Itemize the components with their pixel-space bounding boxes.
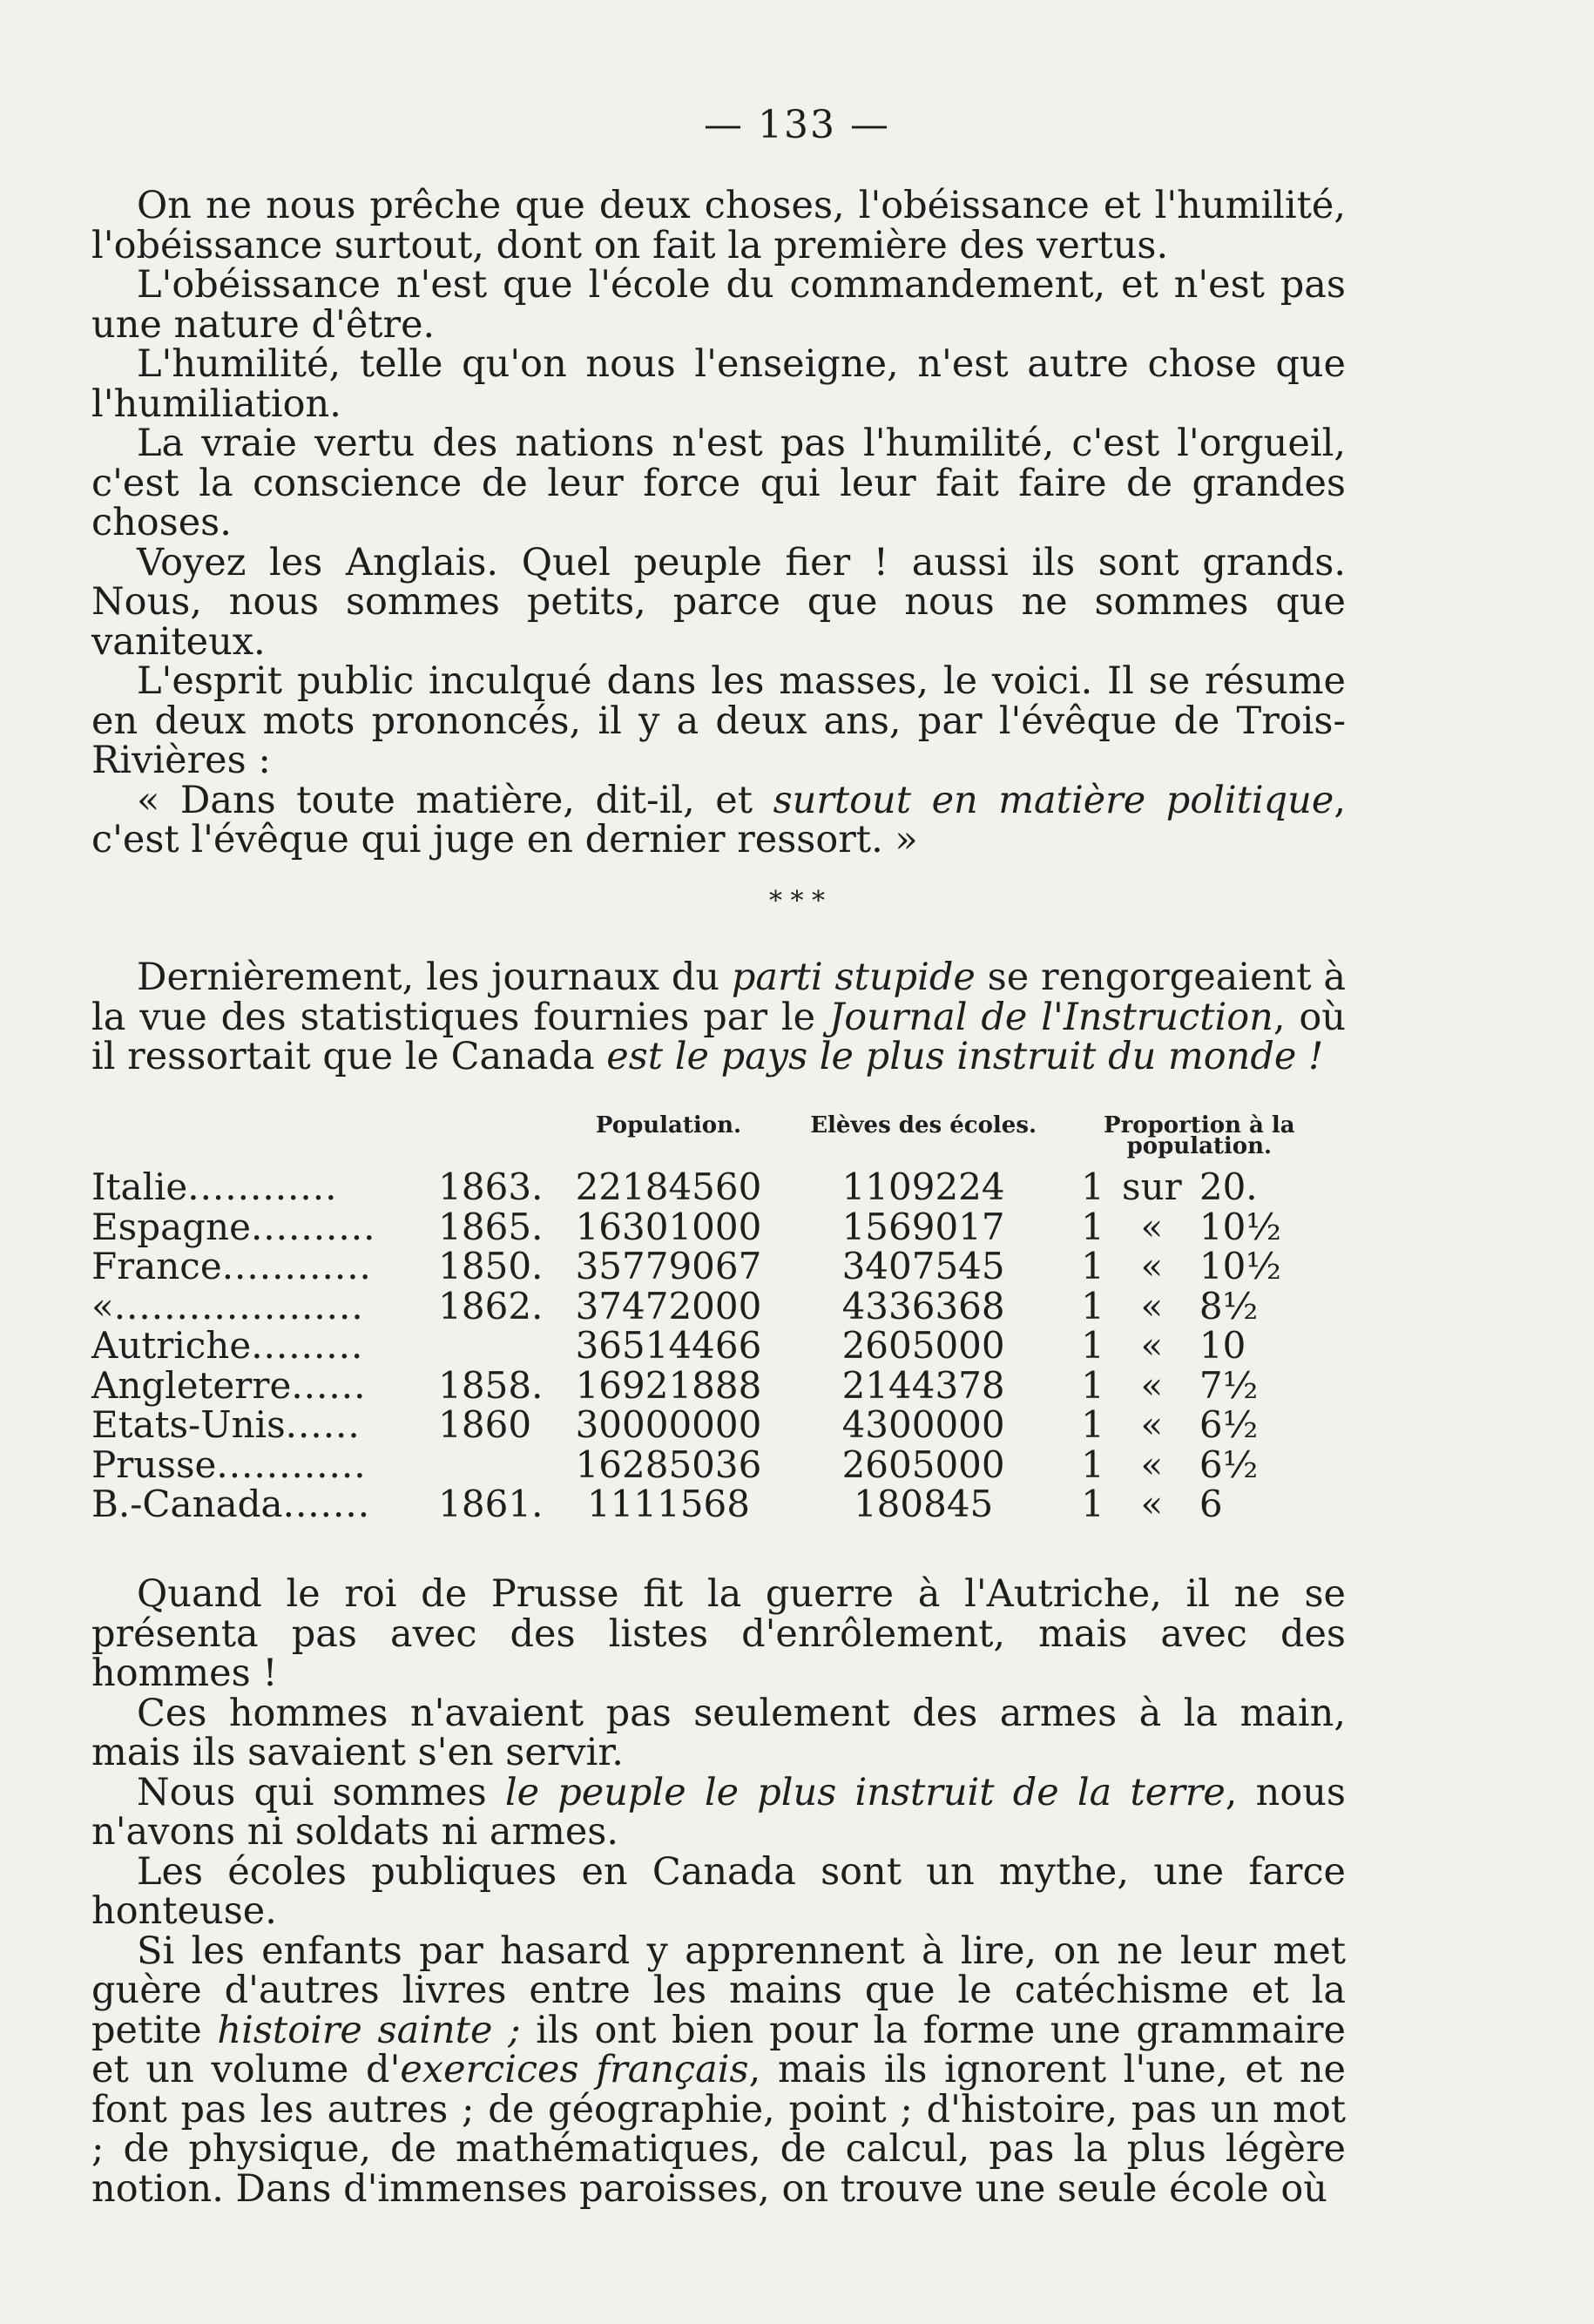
ratio-one-cell: 1 bbox=[1081, 1483, 1104, 1525]
paragraph: Les écoles publiques en Canada sont un mythe, une farce honteuse. bbox=[91, 1849, 1346, 1933]
italic-text: le peuple le plus instruit de la terre bbox=[504, 1770, 1226, 1814]
ratio-one-cell: 1 bbox=[1081, 1165, 1104, 1208]
population-cell: 16301000 bbox=[575, 1205, 762, 1248]
table-row bbox=[91, 1287, 1346, 1327]
text: , mais ils ignorent l'une, et ne font pas les autres ; de géographie, point ; d'histoire, pas un mot ; de physique, de mathématiques, de calcul, pas la plus légère notion. Dans d'immenses paroisses, on trouve une seule école où bbox=[91, 2048, 1346, 2211]
year-cell: 1863. bbox=[438, 1165, 544, 1208]
paragraph bbox=[91, 1770, 1346, 1854]
ratio-sep-cell: « bbox=[1140, 1483, 1164, 1525]
ratio-one-cell: 1 bbox=[1081, 1205, 1104, 1248]
paragraph: La vraie vertu des nations n'est pas l'humilité, c'est l'orgueil, c'est la conscience de leur force qui leur fait faire de grandes choses. bbox=[91, 422, 1346, 544]
ratio-value-cell: 10½ bbox=[1199, 1245, 1281, 1287]
statistics-table bbox=[91, 1112, 1346, 1525]
eleves-cell: 1109224 bbox=[841, 1165, 1005, 1208]
leader-dots: ............ bbox=[221, 1245, 372, 1287]
year-cell: 1861. bbox=[438, 1483, 544, 1525]
ratio-sep-cell: « bbox=[1140, 1442, 1164, 1486]
year-cell bbox=[438, 1326, 543, 1366]
table-row bbox=[91, 1405, 1346, 1445]
ratio-value-cell: 6½ bbox=[1199, 1442, 1259, 1486]
ratio-one-cell: 1 bbox=[1081, 1363, 1104, 1407]
header-eleves: Elèves des écoles. bbox=[810, 1112, 1037, 1138]
ratio-value-cell: 10½ bbox=[1199, 1205, 1281, 1248]
ratio-value-cell: 6½ bbox=[1199, 1403, 1259, 1446]
header-population: Population. bbox=[595, 1112, 742, 1138]
country-cell: Italie............ bbox=[91, 1165, 338, 1208]
eleves-cell: 180845 bbox=[853, 1483, 994, 1525]
table-row bbox=[91, 1366, 1346, 1406]
italic-text: est le pays le plus instruit du monde ! bbox=[606, 1035, 1324, 1078]
quote-italic: surtout en matière politique bbox=[773, 778, 1334, 822]
table-row bbox=[91, 1484, 1346, 1524]
country-cell: Prusse............ bbox=[91, 1442, 367, 1486]
country-cell: Angleterre...... bbox=[91, 1363, 367, 1407]
ratio-one-cell: 1 bbox=[1081, 1284, 1104, 1328]
year-cell: 1862. bbox=[438, 1284, 544, 1328]
italic-text: exercices français bbox=[400, 2048, 749, 2091]
country-cell: B.-Canada....... bbox=[91, 1483, 371, 1525]
population-cell: 30000000 bbox=[575, 1403, 762, 1446]
eleves-cell: 4336368 bbox=[841, 1284, 1005, 1328]
leader-dots: ....... bbox=[282, 1483, 371, 1525]
leader-dots: ...... bbox=[285, 1403, 361, 1446]
ratio-value-cell: 10 bbox=[1199, 1324, 1246, 1367]
country-cell: Etats-Unis...... bbox=[91, 1403, 361, 1446]
ratio-value-cell: 20. bbox=[1199, 1165, 1258, 1208]
text: , nous n'avons ni soldats ni armes. bbox=[91, 1770, 1346, 1854]
table-row bbox=[91, 1246, 1346, 1287]
italic-text: Journal de l'Instruction bbox=[829, 995, 1273, 1039]
ratio-one-cell: 1 bbox=[1081, 1324, 1104, 1367]
ratio-one-cell: 1 bbox=[1081, 1442, 1104, 1486]
population-cell: 16921888 bbox=[575, 1363, 762, 1407]
eleves-cell: 3407545 bbox=[841, 1245, 1005, 1287]
country-cell: Autriche......... bbox=[91, 1324, 364, 1367]
text: Nous qui sommes bbox=[137, 1770, 505, 1814]
population-cell: 36514466 bbox=[575, 1324, 762, 1367]
table-row bbox=[91, 1207, 1346, 1247]
population-cell: 1111568 bbox=[586, 1483, 750, 1525]
page-number: — 133 — bbox=[704, 103, 890, 147]
ratio-value-cell: 8½ bbox=[1199, 1284, 1259, 1328]
ratio-sep-cell: « bbox=[1140, 1205, 1164, 1248]
text: se rengorgeaient à la vue des statistiques fournies par le bbox=[91, 956, 1346, 1039]
leader-dots: ......... bbox=[251, 1324, 364, 1367]
table-row bbox=[91, 1326, 1346, 1366]
ratio-value-cell: 7½ bbox=[1199, 1363, 1259, 1407]
leader-dots: .......... bbox=[250, 1205, 376, 1248]
header-blank bbox=[91, 1115, 543, 1167]
paragraph: Quand le roi de Prusse fit la guerre à l'Autriche, il ne se présenta pas avec des listes d'enrôlement, mais avec des hommes ! bbox=[91, 1572, 1346, 1695]
paragraph: On ne nous prêche que deux choses, l'obéissance et l'humilité, l'obéissance surtout, dont on fait la première des vertus. bbox=[91, 184, 1346, 267]
quote-paragraph bbox=[91, 778, 1346, 861]
text: Si les enfants par hasard y apprennent à lire, on ne leur met guère d'autres livres entre les mains que le catéchisme et la petite bbox=[91, 1929, 1346, 2052]
population-cell: 22184560 bbox=[575, 1165, 762, 1208]
intro-paragraph bbox=[91, 958, 1346, 1078]
italic-text: parti stupide bbox=[731, 956, 976, 999]
table-body bbox=[91, 1167, 1346, 1524]
ratio-sep-cell: sur bbox=[1122, 1165, 1182, 1208]
paragraph: Voyez les Anglais. Quel peuple fier ! aussi ils sont grands. Nous, nous sommes petits, parce que nous ne sommes que vaniteux. bbox=[91, 540, 1346, 664]
paragraph: Ces hommes n'avaient pas seulement des armes à la main, mais ils savaient s'en servir. bbox=[91, 1691, 1346, 1774]
paragraph bbox=[91, 1929, 1347, 2211]
population-cell: 35779067 bbox=[575, 1245, 762, 1287]
eleves-cell: 2605000 bbox=[841, 1442, 1005, 1486]
country-cell: France............ bbox=[91, 1245, 372, 1287]
leader-dots: .................... bbox=[113, 1284, 364, 1328]
leader-dots: ...... bbox=[291, 1363, 367, 1407]
ratio-sep-cell: « bbox=[1140, 1363, 1164, 1407]
quote-text: , c'est l'évêque qui juge en dernier ressort. » bbox=[91, 778, 1346, 861]
text: , où il ressortait que le Canada bbox=[91, 995, 1346, 1078]
country-cell: «.................... bbox=[91, 1284, 364, 1328]
leader-dots: ............ bbox=[187, 1165, 338, 1208]
top-text-block bbox=[91, 186, 1346, 861]
population-cell: 37472000 bbox=[575, 1284, 762, 1328]
year-cell: 1860 bbox=[438, 1403, 532, 1446]
eleves-cell: 4300000 bbox=[841, 1403, 1005, 1446]
header-proportion: Proportion à la population. bbox=[1104, 1112, 1295, 1159]
intro-block bbox=[91, 958, 1346, 1078]
eleves-cell: 1569017 bbox=[841, 1205, 1005, 1248]
ratio-value-cell: 6 bbox=[1199, 1483, 1223, 1525]
ratio-sep-cell: « bbox=[1140, 1403, 1164, 1446]
ratio-sep-cell: « bbox=[1140, 1324, 1164, 1367]
paragraph: L'esprit public inculqué dans les masses, le voici. Il se résume en deux mots prononcés, il y a deux ans, par l'évêque de Trois-Rivières : bbox=[91, 659, 1346, 782]
year-cell bbox=[438, 1445, 543, 1485]
country-cell: Espagne.......... bbox=[91, 1205, 376, 1248]
section-separator: * * * bbox=[768, 886, 826, 916]
italic-text: histoire sainte ; bbox=[217, 2008, 521, 2052]
population-cell: 16285036 bbox=[575, 1442, 762, 1486]
ratio-sep-cell: « bbox=[1140, 1284, 1164, 1328]
bottom-text-block bbox=[91, 1572, 1347, 2211]
leader-dots: ............ bbox=[216, 1442, 367, 1486]
quote-text: « Dans toute matière, dit-il, et bbox=[137, 778, 773, 822]
year-cell: 1850. bbox=[438, 1245, 544, 1287]
ratio-sep-cell: « bbox=[1140, 1245, 1164, 1287]
ratio-one-cell: 1 bbox=[1081, 1245, 1104, 1287]
eleves-cell: 2605000 bbox=[841, 1324, 1005, 1367]
paragraph: L'obéissance n'est que l'école du commandement, et n'est pas une nature d'être. bbox=[91, 263, 1346, 347]
table-row bbox=[91, 1445, 1346, 1485]
ratio-one-cell: 1 bbox=[1081, 1403, 1104, 1446]
paragraph: L'humilité, telle qu'on nous l'enseigne, n'est autre chose que l'humiliation. bbox=[91, 342, 1346, 426]
table-row bbox=[91, 1167, 1346, 1207]
eleves-cell: 2144378 bbox=[841, 1363, 1005, 1407]
text: ils ont bien pour la forme une grammaire et un volume d' bbox=[91, 2008, 1347, 2091]
year-cell: 1865. bbox=[438, 1205, 544, 1248]
year-cell: 1858. bbox=[438, 1363, 544, 1407]
text: Dernièrement, les journaux du bbox=[137, 956, 732, 999]
table-header-row bbox=[91, 1115, 1346, 1167]
